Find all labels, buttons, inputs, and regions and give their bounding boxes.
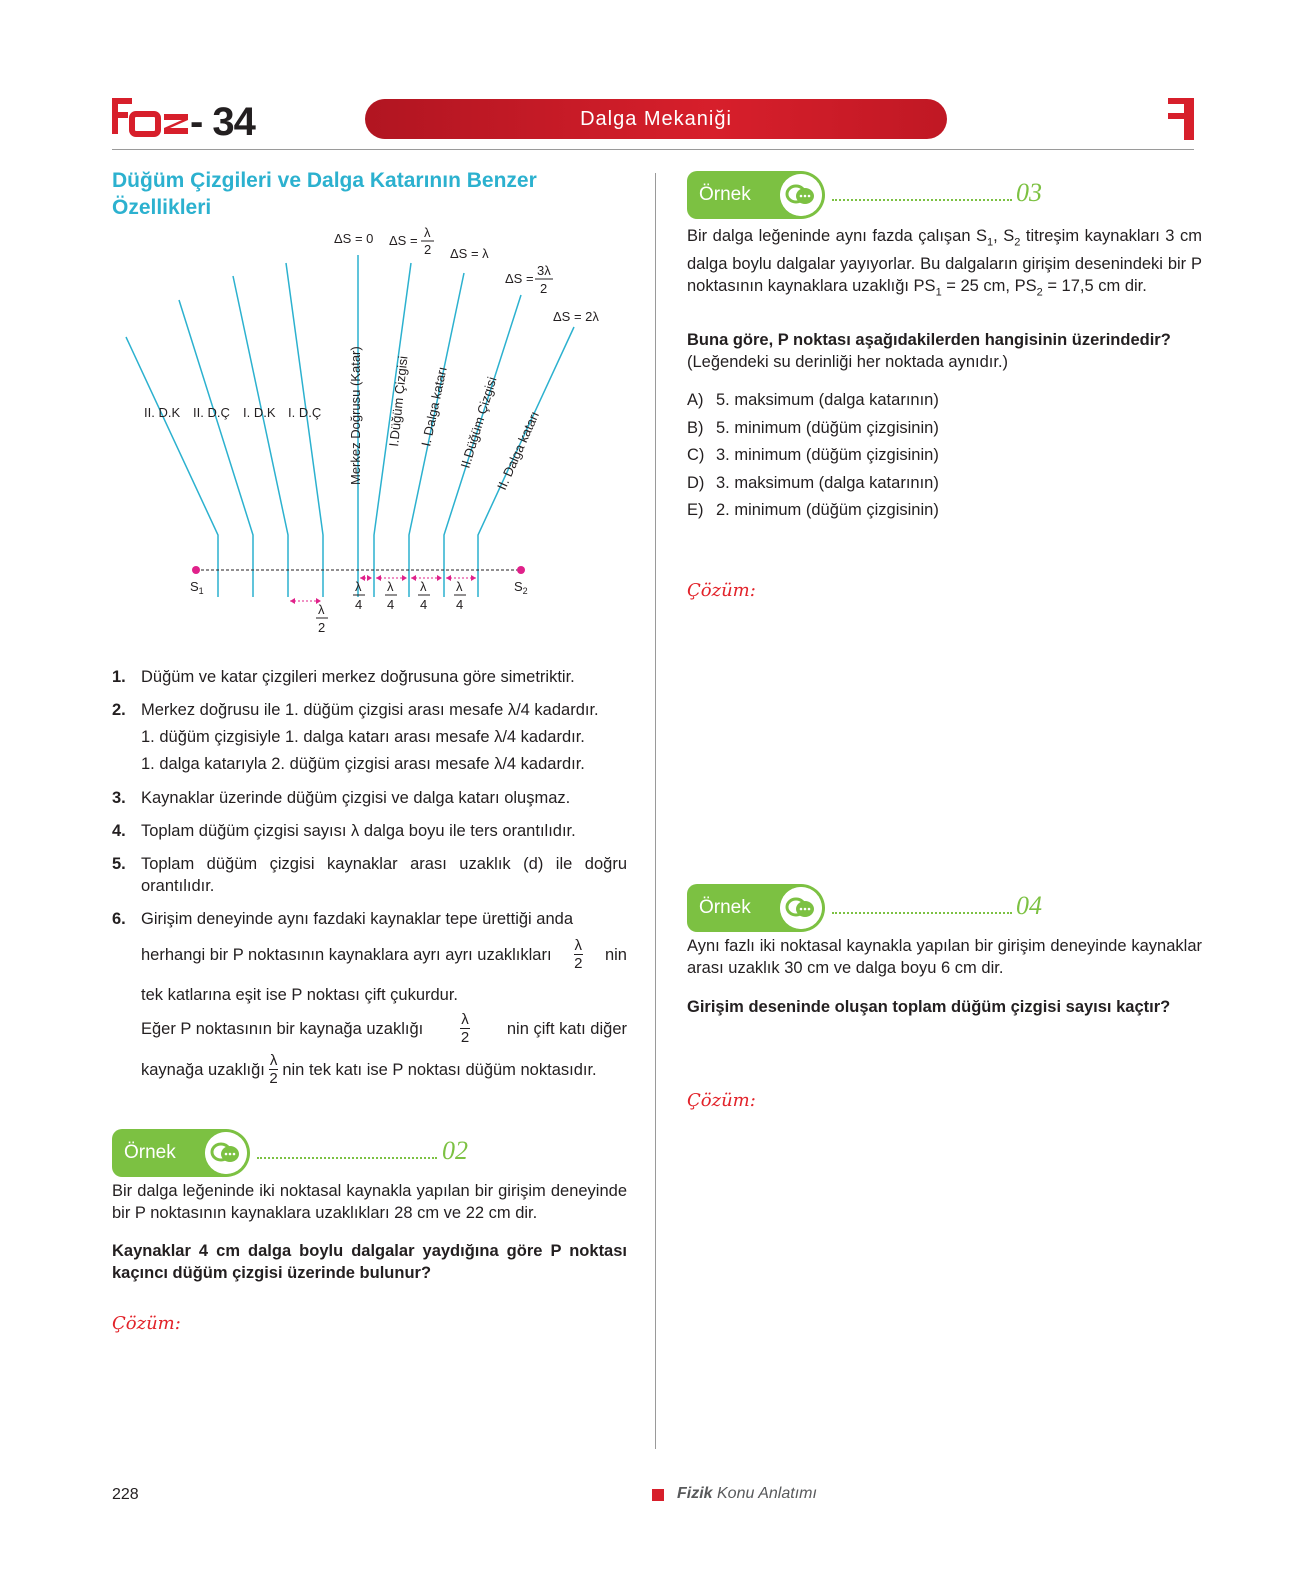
fraction-lambda-half: $\frac{\lambda}{2}$ <box>269 1052 278 1087</box>
line-I-DK-right <box>409 273 464 597</box>
svg-text:λ: λ <box>456 579 463 594</box>
delta-s-lambda: ΔS = λ <box>450 246 489 261</box>
option-a: A) 5. maksimum (dalga katarının) <box>687 391 939 409</box>
svg-text:2: 2 <box>424 242 432 257</box>
delta-s-2lambda: ΔS = 2λ <box>553 309 599 324</box>
line-II-DK-right <box>478 327 574 597</box>
example-02-question: Kaynaklar 4 cm dalga boylu dalgalar yaydığına göre P noktası kaçıncı düğüm çizgisi üzerinde bulunur? <box>112 1242 627 1282</box>
page-number: 228 <box>112 1486 139 1503</box>
label-II-DK: II. D.K <box>144 405 181 420</box>
svg-text:4: 4 <box>456 597 464 612</box>
list-subitem: 1. düğüm çizgisiyle 1. dalga katarı arası mesafe λ/4 kadardır. <box>141 728 585 746</box>
svg-text:2: 2 <box>540 281 548 296</box>
label-I-node-line: I.Düğüm Çizgisi <box>386 355 411 448</box>
list-6-line-c: tek katlarına eşit ise P noktası çift çukurdur. <box>141 986 459 1004</box>
solution-label: Çözüm: <box>687 580 756 601</box>
list-item: 3. Kaynaklar üzerinde düğüm çizgisi ve dalga katarı oluşmaz. <box>112 789 571 807</box>
source-s2-dot <box>517 566 525 574</box>
svg-text:λ: λ <box>424 225 431 240</box>
example-03-question: Buna göre, P noktası aşağıdakilerden hangisinin üzerindedir? <box>687 331 1171 349</box>
corner-logo-icon <box>1168 98 1194 140</box>
example-04-question: Girişim deseninde oluşan toplam düğüm çizgisi sayısı kaçtır? <box>687 998 1171 1016</box>
list-item: 1. Düğüm ve katar çizgileri merkez doğrusuna göre simetriktir. <box>112 668 575 686</box>
example-number: 04 <box>1016 891 1042 920</box>
speech-bubbles-icon <box>780 887 822 929</box>
solution-label: Çözüm: <box>687 1090 756 1111</box>
list-subitem: 1. dalga katarıyla 2. düğüm çizgisi arası mesafe λ/4 kadardır. <box>141 755 585 773</box>
section-title: Düğüm Çizgileri ve Dalga Katarının Benzer Özellikleri <box>112 169 537 219</box>
solution-label: Çözüm: <box>112 1313 181 1334</box>
option-d: D) 3. maksimum (dalga katarının) <box>687 474 939 492</box>
example-03-note: (Leğendeki su derinliği her noktada aynıdır.) <box>687 353 1009 371</box>
label-center-line: Merkez Doğrusu (Katar) <box>348 346 363 485</box>
example-04-text: Aynı fazlı iki noktasal kaynakla yapılan bir girişim deneyinde kaynaklar arası uzaklık 30 cm ve dalga boyu 6 cm dir. <box>687 937 1202 977</box>
list-6-line-d: Eğer P noktasının bir kaynağa uzaklığı $\frac{\lambda}{2}$ nin çift katı diğer <box>141 1011 627 1046</box>
ornek-badge: Örnek <box>112 1129 250 1177</box>
list-item: 5. Toplam düğüm çizgisi kaynaklar arası uzaklık (d) ile doğru orantılıdır. <box>112 855 627 895</box>
footer-square-icon <box>652 1489 664 1501</box>
svg-text:ΔS =: ΔS = <box>505 271 534 286</box>
list-item: 2. Merkez doğrusu ile 1. düğüm çizgisi arası mesafe λ/4 kadardır. <box>112 701 599 719</box>
example-02-text: Bir dalga leğeninde iki noktasal kaynakla yapılan bir girişim deneyinde bir P noktasının kaynaklara uzaklıkları 28 cm ve 22 cm dir. <box>112 1182 627 1222</box>
svg-text:4: 4 <box>355 597 363 612</box>
delta-s-three-half-lambda <box>505 263 553 296</box>
label-I-wave-train: I. Dalga katarı <box>418 365 450 448</box>
option-c: C) 3. minimum (düğüm çizgisinin) <box>687 446 939 464</box>
source-s1-dot <box>192 566 200 574</box>
line-I-DK-left <box>233 276 288 597</box>
svg-text:2: 2 <box>318 620 326 635</box>
svg-text:3λ: 3λ <box>537 263 551 278</box>
footer-series: Fizik Konu Anlatımı <box>677 1485 817 1502</box>
source-s1-label: $S_1$ <box>190 579 204 596</box>
interference-diagram <box>112 225 652 655</box>
svg-text:λ: λ <box>318 602 325 617</box>
list-item: 6. Girişim deneyinde aynı fazdaki kaynaklar tepe ürettiği anda <box>112 910 573 928</box>
example-number: 03 <box>1016 178 1042 207</box>
ornek-dotted-line <box>832 199 1012 201</box>
header-divider <box>112 149 1194 150</box>
topic-title-bar: Dalga Mekaniği <box>365 99 947 139</box>
list-item: 4. Toplam düğüm çizgisi sayısı λ dalga boyu ile ters orantılıdır. <box>112 822 576 840</box>
option-b: B) 5. minimum (düğüm çizgisinin) <box>687 419 939 437</box>
svg-text:λ: λ <box>355 579 362 594</box>
svg-text:λ: λ <box>387 579 394 594</box>
svg-text:4: 4 <box>387 597 395 612</box>
arrow-heads <box>290 575 476 604</box>
column-divider <box>655 173 656 1449</box>
line-II-DC-right <box>444 295 521 597</box>
unit-number: - 34 <box>190 100 255 144</box>
label-I-DC: I. D.Ç <box>288 405 322 420</box>
option-e: E) 2. minimum (düğüm çizgisinin) <box>687 501 939 519</box>
ornek-dotted-line <box>832 912 1012 914</box>
label-II-wave-train: II. Dalga katarı <box>494 408 543 493</box>
fraction-lambda-half: $\frac{\lambda}{2}$ <box>460 1011 470 1046</box>
example-03-text: Bir dalga leğeninde aynı fazda çalışan $S_1$, $S_2$ titreşim kaynakları 3 cm dalga boylu dalgalar yayıyorlar. Bu dalgaların girişim desenindeki bir P noktasının kaynaklara uzaklığı $PS_1 = 25$ cm, $PS_2 = 17,5$ cm dir. <box>687 227 1202 299</box>
fraction-lambda-half: $\frac{\lambda}{2}$ <box>574 937 583 972</box>
speech-bubbles-icon <box>780 174 822 216</box>
example-number: 02 <box>442 1136 468 1165</box>
label-I-DK: I. D.K <box>243 405 276 420</box>
delta-s-zero: ΔS = 0 <box>334 231 374 246</box>
svg-text:ΔS =: ΔS = <box>389 233 418 248</box>
source-s2-label: $S_2$ <box>514 579 528 596</box>
line-I-DC-left <box>286 263 323 597</box>
label-II-DC: II. D.Ç <box>193 405 230 420</box>
svg-text:4: 4 <box>420 597 428 612</box>
svg-text:λ: λ <box>420 579 427 594</box>
ornek-dotted-line <box>257 1157 437 1159</box>
spacing-arrows <box>290 578 476 601</box>
line-II-DC-left <box>179 300 253 597</box>
ornek-badge: Örnek <box>687 884 825 932</box>
list-6-line-b: herhangi bir P noktasının kaynaklara ayrı ayrı uzaklıkları $\frac{\lambda}{2}$ nin <box>141 937 627 972</box>
delta-s-half-lambda <box>389 225 434 257</box>
line-II-DK-left <box>126 337 218 597</box>
ornek-badge: Örnek <box>687 171 825 219</box>
speech-bubbles-icon <box>205 1132 247 1174</box>
list-6-line-e: kaynağa uzaklığı $\frac{\lambda}{2}$ nin tek katı ise P noktası düğüm noktasıdır. <box>141 1052 597 1087</box>
label-II-node-line: II.Düğüm Çizgisi <box>457 374 500 470</box>
